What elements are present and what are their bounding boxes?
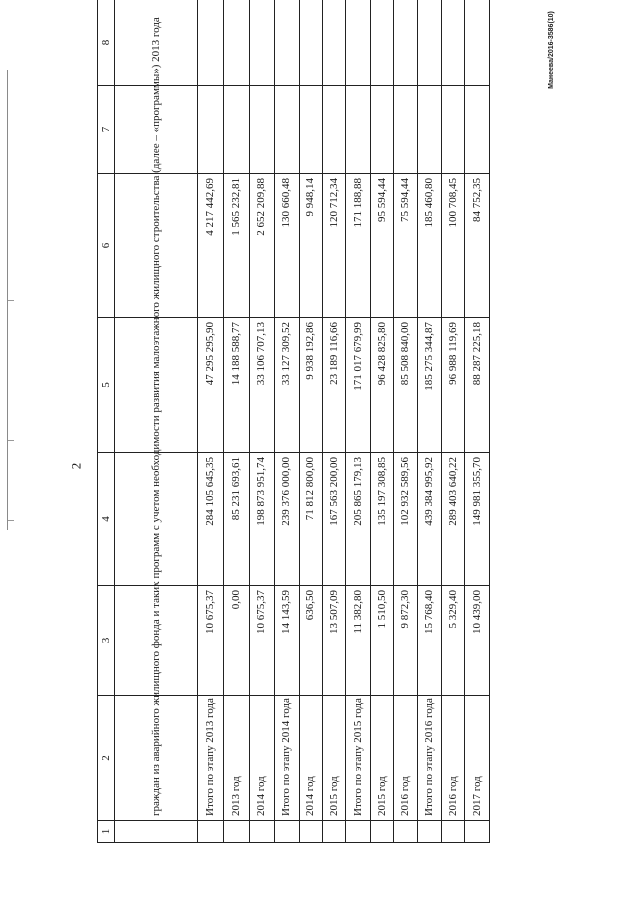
value-cell-col5: 14 188 588,77: [224, 318, 249, 453]
value-cell-col6: 171 188,88: [346, 174, 370, 318]
value-cell-col6: 9 948,14: [299, 174, 322, 318]
table-row: [394, 0, 417, 843]
row-label: 2016 год: [394, 696, 417, 821]
header-cell: 2: [98, 696, 115, 821]
table-cell: [442, 821, 465, 843]
value-cell-col3: 5 329,40: [442, 586, 465, 696]
header-cell: 8: [98, 0, 115, 86]
table-cell: [197, 0, 223, 86]
table-cell: [465, 0, 490, 86]
table-cell: [465, 821, 490, 843]
table-cell: [299, 0, 322, 86]
data-table: [97, 0, 490, 843]
value-cell-col6: 100 708,45: [442, 174, 465, 318]
rotated-table-container: [97, 0, 490, 843]
value-cell-col6: 2 652 209,88: [249, 174, 274, 318]
scan-mark: [8, 520, 14, 521]
value-cell-col4: 135 197 308,85: [370, 453, 393, 586]
value-cell-col4: 239 376 000,00: [275, 453, 299, 586]
value-cell-col4: 71 812 800,00: [299, 453, 322, 586]
value-cell-col5: 47 295 295,90: [197, 318, 223, 453]
value-cell-col3: 10 675,37: [249, 586, 274, 696]
row-label: 2016 год: [442, 696, 465, 821]
table-cell: [275, 86, 299, 174]
scan-mark: [8, 440, 14, 441]
table-row: [346, 0, 370, 843]
value-cell-col5: 85 508 840,00: [394, 318, 417, 453]
value-cell-col4: 149 981 355,70: [465, 453, 490, 586]
document-code: Манеева/2016-3586(10): [548, 11, 555, 89]
table-cell: [249, 0, 274, 86]
table-cell: [394, 86, 417, 174]
header-cell: 4: [98, 453, 115, 586]
table-row: [275, 0, 299, 843]
table-cell: [275, 0, 299, 86]
value-cell-col6: 130 660,48: [275, 174, 299, 318]
value-cell-col3: 13 507,09: [322, 586, 345, 696]
value-cell-col5: 88 287 225,18: [465, 318, 490, 453]
value-cell-col3: 10 675,37: [197, 586, 223, 696]
table-cell: [224, 0, 249, 86]
value-cell-col5: 23 189 116,66: [322, 318, 345, 453]
row-label: 2014 год: [299, 696, 322, 821]
table-cell: [417, 86, 441, 174]
page-number: 2: [68, 462, 84, 470]
scan-mark: [8, 300, 14, 301]
value-cell-col3: 0,00: [224, 586, 249, 696]
table-cell: [197, 821, 223, 843]
table-cell: [346, 86, 370, 174]
value-cell-col3: 9 872,30: [394, 586, 417, 696]
table-cell: [346, 821, 370, 843]
table-row: [442, 0, 465, 843]
value-cell-col6: 95 594,44: [370, 174, 393, 318]
header-cell: 7: [98, 86, 115, 174]
value-cell-col6: 84 752,35: [465, 174, 490, 318]
value-cell-col4: 289 403 640,22: [442, 453, 465, 586]
table-cell: [322, 0, 345, 86]
table-cell: [249, 821, 274, 843]
table-row: [224, 0, 249, 843]
table-cell: [322, 86, 345, 174]
table-row: [249, 0, 274, 843]
value-cell-col6: 75 594,44: [394, 174, 417, 318]
table-cell: [370, 821, 393, 843]
value-cell-col4: 198 873 951,74: [249, 453, 274, 586]
value-cell-col3: 1 510,50: [370, 586, 393, 696]
value-cell-col6: 185 460,80: [417, 174, 441, 318]
value-cell-col3: 14 143,59: [275, 586, 299, 696]
row-label: 2015 год: [322, 696, 345, 821]
value-cell-col6: 120 712,34: [322, 174, 345, 318]
table-row: [465, 0, 490, 843]
table-cell: [370, 86, 393, 174]
row-label: Итого по этапу 2015 года: [346, 696, 370, 821]
table-cell: [442, 86, 465, 174]
table-row: [417, 0, 441, 843]
value-cell-col6: 1 565 232,81: [224, 174, 249, 318]
value-cell-col5: 96 428 825,80: [370, 318, 393, 453]
table-cell: [346, 0, 370, 86]
value-cell-col3: 11 382,80: [346, 586, 370, 696]
table-body: [197, 0, 489, 843]
value-cell-col4: 102 932 589,56: [394, 453, 417, 586]
row-label: 2017 год: [465, 696, 490, 821]
table-cell: [322, 821, 345, 843]
table-cell: [249, 86, 274, 174]
description-cell: граждан из аварийного жилищного фонда и таких программ с учетом необходимости развития малоэтажного жилищного строительства (далее – «программы») 2013 года: [115, 696, 197, 821]
value-cell-col5: 171 017 679,99: [346, 318, 370, 453]
value-cell-col6: 4 217 442,69: [197, 174, 223, 318]
table-cell: [394, 821, 417, 843]
table-cell: [417, 821, 441, 843]
value-cell-col3: 15 768,40: [417, 586, 441, 696]
row-label: 2013 год: [224, 696, 249, 821]
header-cell: 3: [98, 586, 115, 696]
value-cell-col5: 96 988 119,69: [442, 318, 465, 453]
row-label: Итого по этапу 2016 года: [417, 696, 441, 821]
value-cell-col4: 85 231 693,61: [224, 453, 249, 586]
table-cell: [115, 821, 197, 843]
value-cell-col4: 167 563 200,00: [322, 453, 345, 586]
table-cell: [275, 821, 299, 843]
table-cell: [370, 0, 393, 86]
value-cell-col4: 284 105 645,35: [197, 453, 223, 586]
value-cell-col3: 636,50: [299, 586, 322, 696]
description-row: [115, 0, 197, 843]
value-cell-col5: 9 938 192,86: [299, 318, 322, 453]
table-cell: [299, 86, 322, 174]
table-cell: [224, 821, 249, 843]
table-cell: [394, 0, 417, 86]
table-header-row: [98, 0, 115, 843]
value-cell-col4: 205 865 179,13: [346, 453, 370, 586]
table-cell: [417, 0, 441, 86]
table-cell: [299, 821, 322, 843]
value-cell-col3: 10 439,00: [465, 586, 490, 696]
row-label: Итого по этапу 2013 года: [197, 696, 223, 821]
table-cell: [197, 86, 223, 174]
row-label: 2014 год: [249, 696, 274, 821]
table-row: [322, 0, 345, 843]
value-cell-col4: 439 384 995,92: [417, 453, 441, 586]
table-row: [370, 0, 393, 843]
header-cell: 1: [98, 821, 115, 843]
table-row: [197, 0, 223, 843]
row-label: Итого по этапу 2014 года: [275, 696, 299, 821]
table-cell: [442, 0, 465, 86]
value-cell-col5: 33 127 309,52: [275, 318, 299, 453]
header-cell: 5: [98, 318, 115, 453]
table-cell: [465, 86, 490, 174]
value-cell-col5: 33 106 707,13: [249, 318, 274, 453]
table-cell: [224, 86, 249, 174]
header-cell: 6: [98, 174, 115, 318]
table-row: [299, 0, 322, 843]
row-label: 2015 год: [370, 696, 393, 821]
value-cell-col5: 185 275 344,87: [417, 318, 441, 453]
